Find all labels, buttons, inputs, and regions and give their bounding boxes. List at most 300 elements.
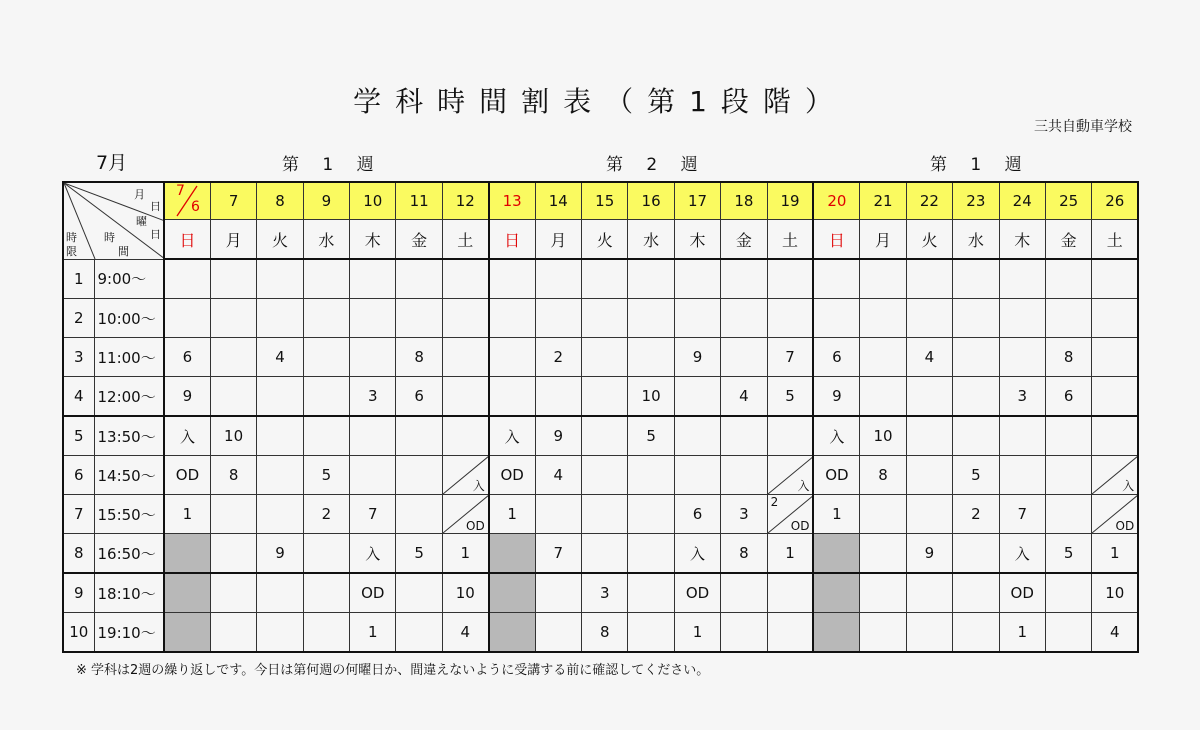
date-cell: 20 — [813, 182, 859, 220]
lesson-cell — [721, 259, 767, 299]
period-number: 10 — [63, 613, 94, 653]
lesson-cell — [582, 416, 628, 456]
date-cell: 19 — [767, 182, 813, 220]
lesson-cell — [860, 534, 906, 574]
lesson-cell: 入 — [164, 416, 210, 456]
lesson-cell — [767, 299, 813, 338]
lesson-cell — [442, 377, 488, 417]
weekday-cell: 土 — [442, 220, 488, 260]
lesson-cell: 3 — [999, 377, 1045, 417]
lesson-cell — [442, 259, 488, 299]
split-cell-top: 2 — [770, 495, 779, 509]
period-time: 15:50～ — [94, 495, 164, 534]
weekday-cell: 土 — [767, 220, 813, 260]
lesson-cell — [535, 495, 581, 534]
split-cell-bottom: 入 — [472, 479, 485, 493]
timetable — [62, 181, 1139, 653]
lesson-cell — [628, 573, 674, 613]
lesson-cell — [1045, 495, 1091, 534]
period-time: 16:50～ — [94, 534, 164, 574]
period-row — [63, 377, 1138, 417]
corner-jigen-label-2: 限 — [66, 245, 77, 258]
lesson-cell — [906, 495, 952, 534]
lesson-cell — [210, 299, 256, 338]
lesson-cell — [767, 416, 813, 456]
lesson-cell — [767, 456, 813, 495]
lesson-cell — [906, 416, 952, 456]
weekday-cell: 火 — [257, 220, 303, 260]
lesson-cell — [999, 416, 1045, 456]
lesson-cell — [813, 534, 859, 574]
lesson-cell — [303, 613, 349, 653]
lesson-cell — [396, 456, 442, 495]
lesson-cell: 4 — [721, 377, 767, 417]
lesson-cell — [257, 456, 303, 495]
period-number: 6 — [63, 456, 94, 495]
lesson-cell — [442, 338, 488, 377]
weekday-cell: 木 — [674, 220, 720, 260]
lesson-cell — [999, 299, 1045, 338]
lesson-cell — [1045, 613, 1091, 653]
lesson-cell — [628, 534, 674, 574]
lesson-cell — [489, 259, 535, 299]
lesson-cell: 6 — [396, 377, 442, 417]
school-name: 三共自動車学校 — [1034, 119, 1132, 135]
lesson-cell — [906, 456, 952, 495]
weekday-cell: 火 — [582, 220, 628, 260]
lesson-cell — [953, 377, 999, 417]
lesson-cell — [303, 573, 349, 613]
lesson-cell: 1 — [350, 613, 396, 653]
lesson-cell — [628, 338, 674, 377]
lesson-cell — [489, 573, 535, 613]
lesson-cell — [350, 259, 396, 299]
lesson-cell — [210, 377, 256, 417]
period-time: 18:10～ — [94, 573, 164, 613]
lesson-cell — [860, 338, 906, 377]
lesson-cell — [396, 495, 442, 534]
lesson-cell — [164, 613, 210, 653]
lesson-cell — [1045, 259, 1091, 299]
lesson-cell: 8 — [582, 613, 628, 653]
lesson-cell — [210, 338, 256, 377]
lesson-cell: OD — [674, 573, 720, 613]
date-cell: 7 — [210, 182, 256, 220]
lesson-cell: 7 — [535, 534, 581, 574]
lesson-cell — [582, 495, 628, 534]
lesson-cell — [257, 259, 303, 299]
lesson-cell: 1 — [674, 613, 720, 653]
split-cell-bottom: OD — [466, 519, 485, 533]
date-cell: 14 — [535, 182, 581, 220]
lesson-cell — [721, 416, 767, 456]
lesson-cell — [953, 259, 999, 299]
lesson-cell — [767, 573, 813, 613]
lesson-cell: 6 — [1045, 377, 1091, 417]
lesson-cell — [860, 573, 906, 613]
corner-jikan-label-2: 間 — [118, 245, 129, 258]
period-row — [63, 613, 1138, 653]
lesson-cell: 9 — [164, 377, 210, 417]
lesson-cell — [303, 377, 349, 417]
date-cell: 25 — [1045, 182, 1091, 220]
weekday-cell: 火 — [906, 220, 952, 260]
period-time: 12:00～ — [94, 377, 164, 417]
lesson-cell: 9 — [906, 534, 952, 574]
period-row — [63, 259, 1138, 299]
lesson-cell — [442, 299, 488, 338]
lesson-cell — [396, 259, 442, 299]
date-cell: 26 — [1092, 182, 1138, 220]
split-cell-bottom: OD — [1115, 519, 1135, 533]
period-row — [63, 534, 1138, 574]
date-cell: 11 — [396, 182, 442, 220]
lesson-cell — [628, 495, 674, 534]
date-cell: 12 — [442, 182, 488, 220]
lesson-cell — [257, 573, 303, 613]
lesson-cell — [628, 456, 674, 495]
weekday-row — [63, 220, 1138, 260]
lesson-cell — [813, 613, 859, 653]
lesson-cell — [303, 259, 349, 299]
lesson-cell: 7 — [350, 495, 396, 534]
date-cell: 13 — [489, 182, 535, 220]
lesson-cell: 2 — [303, 495, 349, 534]
lesson-cell — [210, 613, 256, 653]
date-cell: 17 — [674, 182, 720, 220]
lesson-cell: OD — [999, 573, 1045, 613]
date-cell: 22 — [906, 182, 952, 220]
weekday-cell: 日 — [813, 220, 859, 260]
lesson-cell — [674, 299, 720, 338]
lesson-cell: 8 — [396, 338, 442, 377]
period-time: 19:10～ — [94, 613, 164, 653]
lesson-cell — [767, 613, 813, 653]
table-corner-header — [63, 182, 164, 259]
lesson-cell: 4 — [535, 456, 581, 495]
lesson-cell — [1092, 495, 1138, 534]
lesson-cell — [813, 299, 859, 338]
lesson-cell: 1 — [813, 495, 859, 534]
footnote: ※ 学科は2週の繰り返しです。今日は第何週の何曜日か、間違えないように受講する前に確認してください。 — [76, 663, 710, 678]
lesson-cell — [582, 377, 628, 417]
period-row — [63, 456, 1138, 495]
lesson-cell: 6 — [813, 338, 859, 377]
lesson-cell: 2 — [535, 338, 581, 377]
lesson-cell — [582, 338, 628, 377]
lesson-cell: 8 — [210, 456, 256, 495]
period-time: 10:00～ — [94, 299, 164, 338]
lesson-cell — [210, 573, 256, 613]
lesson-cell — [767, 259, 813, 299]
lesson-cell — [582, 456, 628, 495]
lesson-cell: 5 — [303, 456, 349, 495]
lesson-cell: 6 — [674, 495, 720, 534]
lesson-cell: 5 — [953, 456, 999, 495]
weekday-cell: 木 — [999, 220, 1045, 260]
lesson-cell: 9 — [813, 377, 859, 417]
lesson-cell — [535, 613, 581, 653]
lesson-cell: 5 — [396, 534, 442, 574]
lesson-cell — [1092, 456, 1138, 495]
lesson-cell — [535, 573, 581, 613]
lesson-cell — [953, 416, 999, 456]
lesson-cell — [1092, 259, 1138, 299]
weekday-cell: 水 — [303, 220, 349, 260]
lesson-cell: 1 — [767, 534, 813, 574]
lesson-cell — [489, 613, 535, 653]
lesson-cell — [350, 338, 396, 377]
lesson-cell — [999, 456, 1045, 495]
date-cell: 8 — [257, 182, 303, 220]
lesson-cell: 8 — [721, 534, 767, 574]
lesson-cell — [164, 534, 210, 574]
lesson-cell — [1045, 299, 1091, 338]
period-number: 8 — [63, 534, 94, 574]
lesson-cell — [1045, 573, 1091, 613]
first-date-month: 7 — [176, 183, 185, 199]
week-label-3: 第 1 週 — [930, 155, 1031, 175]
lesson-cell: 10 — [442, 573, 488, 613]
lesson-cell: 3 — [350, 377, 396, 417]
lesson-cell — [350, 456, 396, 495]
lesson-cell — [210, 534, 256, 574]
lesson-cell — [257, 495, 303, 534]
lesson-cell — [721, 613, 767, 653]
date-cell: 10 — [350, 182, 396, 220]
date-cell: 15 — [582, 182, 628, 220]
lesson-cell: 2 — [953, 495, 999, 534]
lesson-cell: OD — [350, 573, 396, 613]
corner-month-label: 月 — [134, 188, 145, 201]
date-cell: 21 — [860, 182, 906, 220]
lesson-cell: OD — [489, 456, 535, 495]
lesson-cell — [396, 613, 442, 653]
lesson-cell: 10 — [860, 416, 906, 456]
lesson-cell: 5 — [1045, 534, 1091, 574]
weekday-cell: 月 — [210, 220, 256, 260]
lesson-cell — [860, 495, 906, 534]
lesson-cell: 7 — [999, 495, 1045, 534]
lesson-cell — [721, 573, 767, 613]
lesson-cell: 入 — [813, 416, 859, 456]
lesson-cell — [906, 573, 952, 613]
period-row — [63, 299, 1138, 338]
lesson-cell: 入 — [674, 534, 720, 574]
lesson-cell — [489, 534, 535, 574]
period-time: 13:50～ — [94, 416, 164, 456]
lesson-cell: 6 — [164, 338, 210, 377]
lesson-cell — [953, 338, 999, 377]
lesson-cell — [489, 299, 535, 338]
lesson-cell — [674, 456, 720, 495]
corner-day-label: 日 — [150, 200, 161, 213]
lesson-cell — [1092, 416, 1138, 456]
lesson-cell — [860, 377, 906, 417]
split-cell-bottom: 入 — [797, 479, 810, 493]
date-cell: 23 — [953, 182, 999, 220]
lesson-cell: 4 — [906, 338, 952, 377]
first-date-day: 6 — [191, 199, 200, 215]
lesson-cell — [721, 299, 767, 338]
lesson-cell: 9 — [257, 534, 303, 574]
lesson-cell — [257, 613, 303, 653]
lesson-cell: 5 — [767, 377, 813, 417]
lesson-cell: 4 — [257, 338, 303, 377]
lesson-cell: 入 — [350, 534, 396, 574]
lesson-cell — [350, 299, 396, 338]
period-number: 9 — [63, 573, 94, 613]
date-cell: 9 — [303, 182, 349, 220]
lesson-cell: 入 — [999, 534, 1045, 574]
period-row — [63, 573, 1138, 613]
period-time: 9:00～ — [94, 259, 164, 299]
lesson-cell — [860, 299, 906, 338]
lesson-cell — [674, 259, 720, 299]
lesson-cell: 7 — [767, 338, 813, 377]
period-row — [63, 495, 1138, 534]
lesson-cell — [953, 613, 999, 653]
lesson-cell — [582, 259, 628, 299]
lesson-cell — [164, 299, 210, 338]
period-number: 4 — [63, 377, 94, 417]
lesson-cell — [442, 495, 488, 534]
lesson-cell — [303, 299, 349, 338]
lesson-cell — [396, 299, 442, 338]
lesson-cell — [257, 416, 303, 456]
lesson-cell — [303, 416, 349, 456]
lesson-cell: 9 — [535, 416, 581, 456]
lesson-cell — [813, 573, 859, 613]
lesson-cell — [906, 613, 952, 653]
lesson-cell: 8 — [860, 456, 906, 495]
lesson-cell — [860, 613, 906, 653]
lesson-cell — [582, 299, 628, 338]
corner-jigen-label-1: 時 — [66, 231, 77, 244]
lesson-cell — [628, 613, 674, 653]
lesson-cell — [1045, 416, 1091, 456]
weekday-cell: 金 — [1045, 220, 1091, 260]
lesson-cell: 3 — [721, 495, 767, 534]
period-time: 14:50～ — [94, 456, 164, 495]
period-row — [63, 338, 1138, 377]
week-label-1: 第 1 週 — [282, 155, 383, 175]
lesson-cell — [906, 299, 952, 338]
lesson-cell — [953, 534, 999, 574]
month-label: 7月 — [96, 152, 128, 174]
lesson-cell — [210, 495, 256, 534]
period-number: 1 — [63, 259, 94, 299]
period-row — [63, 416, 1138, 456]
period-number: 3 — [63, 338, 94, 377]
lesson-cell — [1092, 377, 1138, 417]
lesson-cell: 10 — [210, 416, 256, 456]
weekday-cell: 月 — [860, 220, 906, 260]
weekday-cell: 日 — [164, 220, 210, 260]
lesson-cell: 9 — [674, 338, 720, 377]
lesson-cell — [721, 456, 767, 495]
lesson-cell — [164, 573, 210, 613]
lesson-cell — [257, 299, 303, 338]
period-number: 7 — [63, 495, 94, 534]
lesson-cell — [442, 416, 488, 456]
split-cell-bottom: 入 — [1122, 479, 1135, 493]
lesson-cell — [1092, 299, 1138, 338]
lesson-cell: 4 — [442, 613, 488, 653]
lesson-cell: 入 — [489, 416, 535, 456]
lesson-cell — [767, 495, 813, 534]
lesson-cell — [164, 259, 210, 299]
lesson-cell — [813, 259, 859, 299]
lesson-cell — [999, 259, 1045, 299]
lesson-cell — [303, 338, 349, 377]
lesson-cell — [489, 377, 535, 417]
lesson-cell: 8 — [1045, 338, 1091, 377]
lesson-cell — [674, 416, 720, 456]
lesson-cell: 4 — [1092, 613, 1138, 653]
lesson-cell — [210, 259, 256, 299]
lesson-cell — [257, 377, 303, 417]
period-number: 5 — [63, 416, 94, 456]
lesson-cell: 10 — [1092, 573, 1138, 613]
lesson-cell — [535, 299, 581, 338]
weekday-cell: 月 — [535, 220, 581, 260]
split-cell-bottom: OD — [790, 519, 810, 533]
lesson-cell: 1 — [1092, 534, 1138, 574]
lesson-cell — [535, 377, 581, 417]
lesson-cell: OD — [813, 456, 859, 495]
lesson-cell — [906, 377, 952, 417]
weekday-cell: 水 — [953, 220, 999, 260]
lesson-cell: 1 — [164, 495, 210, 534]
lesson-cell — [442, 456, 488, 495]
corner-jikan-label-1: 時 — [104, 231, 115, 244]
lesson-cell — [674, 377, 720, 417]
lesson-cell — [303, 534, 349, 574]
lesson-cell — [489, 338, 535, 377]
weekday-cell: 木 — [350, 220, 396, 260]
lesson-cell — [1092, 338, 1138, 377]
lesson-cell — [582, 534, 628, 574]
lesson-cell — [396, 573, 442, 613]
weekday-cell: 土 — [1092, 220, 1138, 260]
date-cell: 16 — [628, 182, 674, 220]
corner-youbi-label: 曜 — [136, 215, 147, 228]
period-time: 11:00～ — [94, 338, 164, 377]
lesson-cell: 1 — [999, 613, 1045, 653]
lesson-cell — [953, 573, 999, 613]
date-cell: 18 — [721, 182, 767, 220]
lesson-cell: 1 — [442, 534, 488, 574]
lesson-cell: 5 — [628, 416, 674, 456]
page-title: 学科時間割表（第1段階） — [353, 85, 847, 118]
lesson-cell — [535, 259, 581, 299]
lesson-cell: 1 — [489, 495, 535, 534]
lesson-cell: 3 — [582, 573, 628, 613]
lesson-cell: OD — [164, 456, 210, 495]
lesson-cell — [396, 416, 442, 456]
weekday-cell: 金 — [396, 220, 442, 260]
lesson-cell — [906, 259, 952, 299]
date-cell: 24 — [999, 182, 1045, 220]
lesson-cell — [1045, 456, 1091, 495]
lesson-cell — [860, 259, 906, 299]
lesson-cell — [350, 416, 396, 456]
lesson-cell — [628, 259, 674, 299]
date-row — [63, 182, 1138, 220]
weekday-cell: 水 — [628, 220, 674, 260]
weekday-cell: 金 — [721, 220, 767, 260]
